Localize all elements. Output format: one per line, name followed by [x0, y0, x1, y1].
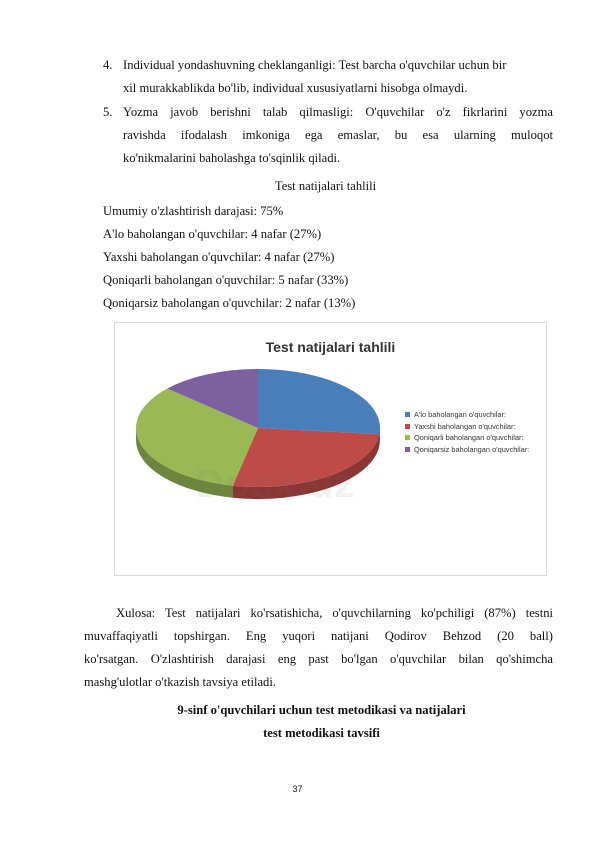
list-text-line: xil murakkablikda bo'lib, individual xususiyatlarni hisobga olmaydi. — [123, 81, 468, 95]
legend-item — [405, 433, 545, 442]
page-number: 37 — [292, 784, 303, 794]
stat-overall: Umumiy o'zlashtirish darajasi: 75% — [103, 204, 284, 218]
list-text-line: ravishda ifodalash imkoniga ega emaslar, bu esa ularning muloqot — [123, 128, 553, 142]
legend-swatch — [405, 424, 410, 429]
subheading: test metodikasi tavsifi — [263, 726, 380, 740]
legend-item — [405, 445, 545, 454]
list-number: 4. — [103, 58, 113, 72]
legend-swatch — [405, 435, 410, 440]
stat-unsatisfactory: Qoniqarsiz baholangan o'quvchilar: 2 nafar (13%) — [103, 296, 356, 310]
paragraph-line: muvaffaqiyatli topshirgan. Eng yuqori natijani Qodirov Behzod (20 ball) — [84, 629, 553, 643]
watermark: Docx.uz — [195, 462, 356, 506]
list-number: 5. — [103, 105, 113, 119]
list-text-line: ko'nikmalarini baholashga to'sqinlik qiladi. — [123, 151, 341, 165]
conclusion-paragraph — [84, 602, 553, 694]
pie-slice-0 — [258, 369, 380, 434]
chart-legend — [405, 410, 545, 456]
stat-satisfactory: Qoniqarli baholangan o'quvchilar: 5 nafar (33%) — [103, 273, 349, 287]
legend-label: Yaxshi baholangan o'quvchilar: — [414, 421, 516, 431]
legend-item — [405, 422, 545, 431]
stat-excellent: A'lo baholangan o'quvchilar: 4 nafar (27%) — [103, 227, 322, 241]
section-heading: 9-sinf o'quvchilari uchun test metodikasi va natijalari — [177, 703, 466, 717]
legend-item — [405, 410, 545, 419]
list-text-line: Individual yondashuvning cheklanganligi: Test barcha o'quvchilar uchun bir — [123, 58, 507, 72]
analysis-heading: Test natijalari tahlili — [274, 179, 377, 193]
chart-title: Test natijalari tahlili — [265, 339, 396, 355]
stat-good: Yaxshi baholangan o'quvchilar: 4 nafar (27%) — [103, 250, 335, 264]
list-text-line: Yozma javob berishni talab qilmasligi: O'quvchilar o'z fikrlarini yozma — [123, 105, 553, 119]
legend-label: Qoniqarsiz baholangan o'quvchilar: — [414, 444, 530, 454]
pie-chart — [114, 322, 547, 576]
paragraph-line: mashg'ulotlar o'tkazish tavsiya etiladi. — [84, 675, 276, 689]
legend-swatch — [405, 447, 410, 452]
paragraph-line: Xulosa: Test natijalari ko'rsatishicha, o'quvchilarning ko'pchiligi (87%) testni — [116, 606, 553, 620]
paragraph-line: ko'rsatgan. O'zlashtirish darajasi eng past bo'lgan o'quvchilar bilan qo'shimcha — [84, 652, 553, 666]
legend-label: A'lo baholangan o'quvchilar: — [414, 410, 506, 419]
legend-swatch — [405, 412, 410, 417]
legend-label: Qoniqarli baholangan o'quvchilar: — [414, 433, 524, 442]
